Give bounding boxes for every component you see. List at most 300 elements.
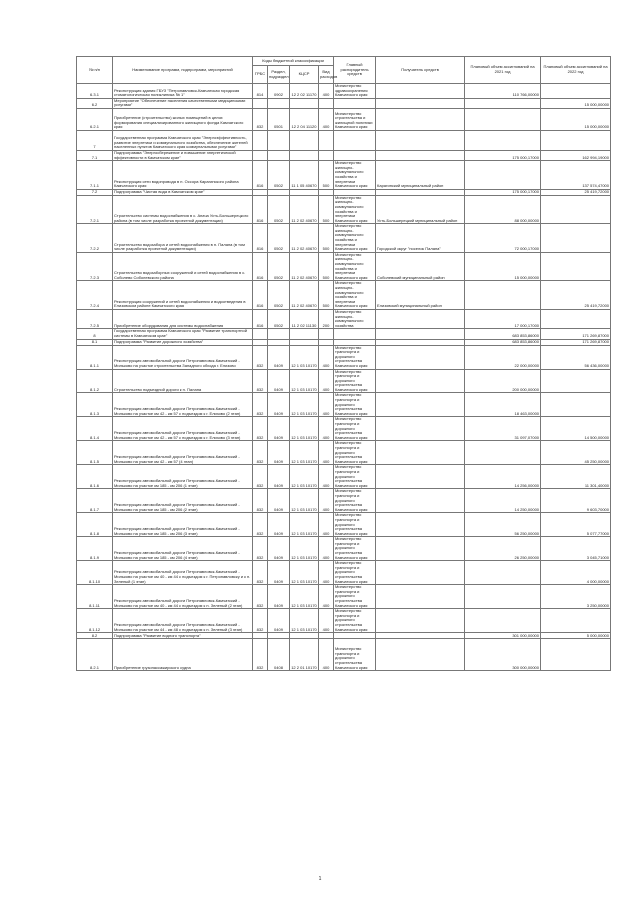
row-section [268,329,290,339]
row-name: Реконструкция автомобильной дороги Петропавловск-Камчатский - Мильково на участке км 44 - км 48 с подъездом к п. Зеленый (3 этап) [113,609,253,633]
row-recipient [376,609,465,633]
row-recipient [376,150,465,160]
col-header-name: Наименование программ, подпрограмм, мероприятий [113,57,253,84]
row-name: Государственная программа Камчатского края "Энергоэффективность, развитие энергетики и коммунального хозяйства, обеспечение жителей населенных пунктов Камчатского края коммунальными услугами" [113,130,253,150]
row-kvr: 400 [319,441,334,465]
row-grbs: 832 [253,465,268,489]
row-grbs: 816 [253,281,268,310]
table-row [77,561,611,585]
row-name: Реконструкция автомобильной дороги Петропавловск-Камчатский - Мильково на участке км 42 - км 57 с подъездом к г. Елизово (3 этап) [113,417,253,441]
row-section [268,98,290,108]
row-plan-2022: 5 077,77000 [541,513,611,537]
row-plan-2022: 56 436,00000 [541,345,611,369]
row-kcsr: 12 1 03 10170 [290,561,319,585]
row-plan-2021: 22 000,00000 [465,345,541,369]
row-number: 8.2 [77,633,113,639]
row-plan-2021 [465,161,541,190]
row-executor [334,98,376,108]
row-number: 8.1.12 [77,609,113,633]
row-executor: Министерство жилищно-коммунального хозяйства и энергетики Камчатского края [334,161,376,190]
row-section: 0409 [268,513,290,537]
row-name: Реконструкция сети водопровода в п. Оссора Карагинского района Камчатского края [113,161,253,190]
row-kcsr: 12 2 04 11120 [290,108,319,130]
row-plan-2022: 171 269,87000 [541,329,611,339]
row-number: 6.2.1 [77,108,113,130]
row-plan-2021: 110 766,00000 [465,84,541,99]
row-grbs: 832 [253,369,268,393]
row-name: Строительство подъездной дороги к п. Палана [113,369,253,393]
row-number: 8.1.7 [77,489,113,513]
row-recipient: Карагинский муниципальный район [376,161,465,190]
row-grbs [253,98,268,108]
row-name: Реконструкция сооружений и сетей водоснабжения и водоотведения в Елизовском районе Камчатского края [113,281,253,310]
row-plan-2022: 25 419,72000 [541,189,611,195]
row-plan-2022: 15 000,00000 [541,98,611,108]
row-grbs: 832 [253,609,268,633]
table-row [77,345,611,369]
row-executor: Министерство жилищно-коммунального хозяйства и энергетики Камчатского края [334,281,376,310]
row-kvr: 400 [319,465,334,489]
row-section: 0409 [268,465,290,489]
row-plan-2022: 5 000,00000 [541,633,611,639]
row-recipient [376,639,465,671]
row-kcsr: 12 1 03 10170 [290,393,319,417]
row-kvr: 500 [319,195,334,224]
row-number: 8.1.2 [77,369,113,393]
row-number: 8.2.1 [77,639,113,671]
row-name: Приобретение грузопассажирского судна [113,639,253,671]
row-kvr: 500 [319,281,334,310]
table-row [77,161,611,190]
row-executor: Министерство транспорта и дорожного строительства Камчатского края [334,465,376,489]
row-plan-2021: 18 463,00000 [465,393,541,417]
table-row [77,609,611,633]
row-plan-2021 [465,98,541,108]
row-number: 8.1.11 [77,585,113,609]
row-plan-2021 [465,108,541,130]
row-name: Реконструкция автомобильной дороги Петропавловск-Камчатский - Мильково на участке строительства Западного обхода г. Елизово [113,345,253,369]
row-plan-2022: 3 045,71000 [541,537,611,561]
row-name: Подпрограмма "Энергосбережение и повышение энергетической эффективности в Камчатском крае" [113,150,253,160]
row-kcsr: 11 2 02 40670 [290,281,319,310]
row-grbs: 816 [253,161,268,190]
row-number: 7.2 [77,189,113,195]
row-section: 0409 [268,441,290,465]
row-plan-2022: 137 574,47000 [541,161,611,190]
row-kcsr: 11 2 02 40670 [290,252,319,281]
row-plan-2021: 26 250,00000 [465,537,541,561]
row-name: Подпрограмма "Развитие дорожного хозяйства" [113,339,253,345]
table-row [77,224,611,253]
row-recipient [376,329,465,339]
row-name: Реконструкция автомобильной дороги Петропавловск-Камчатский - Мильково на участке км 40 - км 44 с подъездом к г. Петропавловску и к п. Зеленый (1 этап) [113,561,253,585]
row-kvr [319,150,334,160]
row-grbs: 814 [253,84,268,99]
row-kcsr [290,130,319,150]
row-executor: Министерство транспорта и дорожного строительства Камчатского края [334,345,376,369]
table-row [77,393,611,417]
row-kcsr: 12 1 03 10170 [290,345,319,369]
col-header-plan-2021: Плановый объем ассигнований на 2021 год [465,57,541,84]
row-grbs [253,329,268,339]
row-kcsr: 12 1 03 10170 [290,441,319,465]
row-plan-2021: 31 097,07000 [465,417,541,441]
row-plan-2021: 300 000,00000 [465,639,541,671]
row-number: 6.2 [77,98,113,108]
row-recipient [376,585,465,609]
row-plan-2021 [465,441,541,465]
row-kcsr: 12 1 03 10170 [290,537,319,561]
table-row [77,84,611,99]
row-grbs: 832 [253,489,268,513]
row-plan-2021: 14 256,00000 [465,465,541,489]
row-grbs [253,130,268,150]
row-executor: Министерство транспорта и дорожного строительства Камчатского края [334,417,376,441]
row-name: Строительство водозабора и сетей водоснабжения в п. Палана (в том числе разработка проектной документации) [113,224,253,253]
row-plan-2022: 3 250,00000 [541,585,611,609]
row-plan-2022: 45 250,00000 [541,441,611,465]
row-name: Подпрограмма "Чистая вода в Камчатском крае" [113,189,253,195]
col-header-kvr: Вид расходов [319,66,334,84]
row-section: 0502 [268,224,290,253]
row-kcsr [290,98,319,108]
row-executor: Министерство транспорта и дорожного строительства Камчатского края [334,369,376,393]
table-row [77,108,611,130]
row-kvr: 400 [319,489,334,513]
row-section: 0409 [268,537,290,561]
row-plan-2021: 56 250,00000 [465,513,541,537]
row-recipient: Усть-Большерецкий муниципальный район [376,195,465,224]
row-kvr: 400 [319,537,334,561]
row-grbs: 832 [253,108,268,130]
row-plan-2022 [541,224,611,253]
row-name: Строительство системы водоснабжения в с. Апача Усть-Большерецкого района (в том числе разработка проектной документации) [113,195,253,224]
row-number: 7.2.3 [77,252,113,281]
row-plan-2022 [541,639,611,671]
row-kcsr: 12 2 02 11170 [290,84,319,99]
row-number: 8.1.4 [77,417,113,441]
table-row [77,639,611,671]
row-grbs: 816 [253,252,268,281]
row-name: Мероприятие "Обеспечение населения качественными медицинскими услугами" [113,98,253,108]
row-plan-2022: 14 500,00000 [541,417,611,441]
row-number: 8.1.5 [77,441,113,465]
row-kcsr: 11 1 05 40670 [290,161,319,190]
row-grbs: 832 [253,537,268,561]
row-recipient [376,561,465,585]
row-number: 7.1 [77,150,113,160]
row-plan-2021 [465,585,541,609]
row-number: 7 [77,130,113,150]
row-section: 0502 [268,309,290,328]
row-kvr: 500 [319,224,334,253]
row-grbs: 832 [253,345,268,369]
row-number: 8.1.6 [77,465,113,489]
table-row [77,513,611,537]
row-recipient [376,98,465,108]
row-name: Реконструкция автомобильной дороги Петропавловск-Камчатский - Мильково на участке км 185 - км 206 (3 этап) [113,513,253,537]
row-recipient [376,393,465,417]
row-kvr: 400 [319,108,334,130]
row-plan-2022: 162 994,19000 [541,150,611,160]
table-row [77,130,611,150]
row-grbs: 832 [253,585,268,609]
row-grbs: 816 [253,195,268,224]
row-name: Реконструкция автомобильной дороги Петропавловск-Камчатский - Мильково на участке км 42 - км 57 (4 этап) [113,441,253,465]
row-executor: Министерство транспорта и дорожного строительства Камчатского края [334,441,376,465]
row-section: 0409 [268,393,290,417]
row-kvr: 500 [319,252,334,281]
row-plan-2022: 11 301,40000 [541,465,611,489]
row-plan-2022: 171 269,87000 [541,339,611,345]
row-plan-2021: 15 000,00000 [465,252,541,281]
table-row [77,329,611,339]
row-recipient [376,489,465,513]
row-plan-2021: 14 250,00000 [465,489,541,513]
row-executor: Министерство транспорта и дорожного строительства Камчатского края [334,639,376,671]
row-kcsr [290,329,319,339]
col-header-number: № п/п [77,57,113,84]
row-plan-2022: 4 000,00000 [541,561,611,585]
row-grbs [253,150,268,160]
col-header-budget-classification: Коды бюджетной классификации [253,57,334,66]
col-header-executor: Главный распорядитель средств [334,57,376,84]
row-kcsr: 12 1 03 10170 [290,465,319,489]
table-row [77,150,611,160]
row-executor [334,150,376,160]
row-kcsr: 11 2 02 40670 [290,224,319,253]
row-executor: Министерство транспорта и дорожного строительства Камчатского края [334,537,376,561]
row-number: 6.3.1 [77,84,113,99]
row-section [268,130,290,150]
row-section: 0409 [268,561,290,585]
row-plan-2021: 200 000,00000 [465,369,541,393]
row-kvr: 400 [319,345,334,369]
row-section: 0409 [268,489,290,513]
row-plan-2021 [465,281,541,310]
row-name: Реконструкция автомобильной дороги Петропавловск-Камчатский - Мильково на участке км 42 - км 57 с подъездом к г. Елизово (2 этап) [113,393,253,417]
row-section: 0409 [268,345,290,369]
row-grbs: 832 [253,393,268,417]
row-recipient: Городской округ "поселок Палана" [376,224,465,253]
row-plan-2022 [541,130,611,150]
row-kcsr: 11 2 02 40670 [290,195,319,224]
row-grbs: 816 [253,224,268,253]
col-header-plan-2022: Плановый объем ассигнований на 2022 год [541,57,611,84]
row-executor: Министерство здравоохранения Камчатского края [334,84,376,99]
row-plan-2021: 72 000,17000 [465,224,541,253]
row-grbs: 832 [253,561,268,585]
row-recipient [376,537,465,561]
row-grbs: 832 [253,441,268,465]
row-number: 7.2.5 [77,309,113,328]
table-row [77,441,611,465]
row-name: Приобретение (строительство) жилых помещений в целях формирования специализированного жилищного фонда Камчатского края [113,108,253,130]
row-plan-2021 [465,609,541,633]
row-name: Приобретение оборудования для системы водоснабжения [113,309,253,328]
row-section: 0502 [268,281,290,310]
row-kcsr [290,150,319,160]
row-name: Подпрограмма "Развитие водного транспорта" [113,633,253,639]
row-section: 0408 [268,639,290,671]
row-section: 0502 [268,161,290,190]
row-name: Государственная программа Камчатского края "Развитие транспортной системы в Камчатском крае" [113,329,253,339]
row-plan-2022 [541,393,611,417]
row-plan-2022: 9 603,70000 [541,489,611,513]
page-number: 1 [318,876,322,882]
row-kvr: 500 [319,161,334,190]
row-kcsr: 12 1 03 10170 [290,585,319,609]
row-number: 7.2.2 [77,224,113,253]
row-name: Реконструкция здания ГБУЗ "Петропавловск-Камчатская городская стоматологическая поликлиника № 1" [113,84,253,99]
row-kvr: 400 [319,369,334,393]
table-row [77,417,611,441]
row-kcsr: 12 1 03 10170 [290,369,319,393]
row-number: 7.2.1 [77,195,113,224]
row-name: Реконструкция автомобильной дороги Петропавловск-Камчатский - Мильково на участке км 185 - км 206 (2 этап) [113,489,253,513]
row-recipient [376,130,465,150]
row-plan-2021: 17 000,17000 [465,309,541,328]
row-name: Строительство водозаборных сооружений и сетей водоснабжения в с. Соболево Соболевского района [113,252,253,281]
row-plan-2022 [541,84,611,99]
row-plan-2021: 88 000,00000 [465,195,541,224]
row-kvr: 400 [319,585,334,609]
table-row [77,489,611,513]
row-section [268,150,290,160]
row-executor: Министерство транспорта и дорожного строительства Камчатского края [334,561,376,585]
table-row [77,585,611,609]
col-header-recipient: Получатель средств [376,57,465,84]
row-plan-2021: 175 000,17000 [465,189,541,195]
row-grbs: 832 [253,639,268,671]
row-recipient [376,369,465,393]
row-number: 8.1.9 [77,537,113,561]
row-number: 8.1 [77,339,113,345]
row-section: 0409 [268,585,290,609]
row-recipient [376,417,465,441]
row-plan-2021: 175 000,17000 [465,150,541,160]
row-recipient [376,108,465,130]
row-kvr: 400 [319,393,334,417]
row-plan-2022: 25 419,72000 [541,281,611,310]
row-number: 8.1.8 [77,513,113,537]
row-section: 0409 [268,417,290,441]
row-executor: Министерство транспорта и дорожного строительства Камчатского края [334,513,376,537]
table-row [77,281,611,310]
row-kcsr: 12 2 01 10170 [290,639,319,671]
row-section: 0502 [268,195,290,224]
row-plan-2021: 683 853,86000 [465,329,541,339]
row-kvr [319,98,334,108]
row-recipient [376,513,465,537]
row-kvr: 400 [319,84,334,99]
row-recipient [376,345,465,369]
row-kcsr: 11 2 02 11130 [290,309,319,328]
row-plan-2021: 301 000,00000 [465,633,541,639]
table-row [77,369,611,393]
table-row [77,537,611,561]
table-row [77,195,611,224]
table-row [77,98,611,108]
row-executor [334,130,376,150]
row-kvr [319,130,334,150]
col-header-section: Раздел, подраздел [268,66,290,84]
row-recipient: Соболевский муниципальный район [376,252,465,281]
row-recipient: Елизовский муниципальный район [376,281,465,310]
row-executor [334,329,376,339]
row-kcsr: 12 1 03 10170 [290,489,319,513]
row-executor: Министерство транспорта и дорожного строительства Камчатского края [334,609,376,633]
row-number: 8.1.10 [77,561,113,585]
row-plan-2021 [465,561,541,585]
row-section: 0409 [268,609,290,633]
row-kcsr: 12 1 03 10170 [290,609,319,633]
row-section: 0501 [268,108,290,130]
budget-table [76,56,611,671]
row-name: Реконструкция автомобильной дороги Петропавловск-Камчатский - Мильково на участке км 185 - км 206 (4 этап) [113,537,253,561]
table-row [77,309,611,328]
row-grbs: 832 [253,417,268,441]
row-executor: Министерство транспорта и дорожного строительства Камчатского края [334,489,376,513]
row-kvr: 400 [319,561,334,585]
row-executor: Министерство строительства и жилищной политики Камчатского края [334,108,376,130]
row-kvr [319,329,334,339]
row-executor: Министерство жилищно-коммунального хозяйства и энергетики Камчатского края [334,252,376,281]
row-recipient [376,84,465,99]
row-section: 0502 [268,252,290,281]
row-plan-2022 [541,369,611,393]
row-executor: Министерство транспорта и дорожного строительства Камчатского края [334,393,376,417]
row-executor: Министерство жилищно-коммунального хозяйства и энергетики Камчатского края [334,195,376,224]
row-kvr: 400 [319,639,334,671]
row-section: 0902 [268,84,290,99]
row-executor: Министерство жилищно-коммунального хозяйства и энергетики Камчатского края [334,224,376,253]
row-recipient [376,441,465,465]
row-plan-2022: 15 000,00000 [541,108,611,130]
row-plan-2021 [465,130,541,150]
row-number: 7.2.4 [77,281,113,310]
row-plan-2022 [541,309,611,328]
table-row [77,252,611,281]
row-number: 8.1.1 [77,345,113,369]
row-kvr: 400 [319,513,334,537]
row-executor: Министерство транспорта и дорожного строительства Камчатского края [334,585,376,609]
row-name: Реконструкция автомобильной дороги Петропавловск-Камчатский - Мильково на участке км 40 - км 44 с подъездом к п. Зеленый (2 этап) [113,585,253,609]
row-plan-2022 [541,195,611,224]
row-section: 0409 [268,369,290,393]
row-number: 8.1.3 [77,393,113,417]
table-row [77,465,611,489]
row-kvr: 200 [319,309,334,328]
row-name: Реконструкция автомобильной дороги Петропавловск-Камчатский - Мильково на участке км 185 - км 206 (1 этап) [113,465,253,489]
row-grbs: 832 [253,513,268,537]
row-executor: Министерство жилищно-коммунального хозяйства [334,309,376,328]
row-number: 7.1.1 [77,161,113,190]
row-kcsr: 12 1 03 10170 [290,417,319,441]
row-plan-2021: 683 853,86000 [465,339,541,345]
col-header-kcsr: КЦСР [290,66,319,84]
row-recipient [376,465,465,489]
row-plan-2022 [541,609,611,633]
row-kvr: 400 [319,417,334,441]
row-recipient [376,309,465,328]
row-kcsr: 12 1 03 10170 [290,513,319,537]
row-number: 8 [77,329,113,339]
row-kvr: 400 [319,609,334,633]
row-grbs: 816 [253,309,268,328]
row-plan-2022 [541,252,611,281]
col-header-grbs: ГРБС [253,66,268,84]
